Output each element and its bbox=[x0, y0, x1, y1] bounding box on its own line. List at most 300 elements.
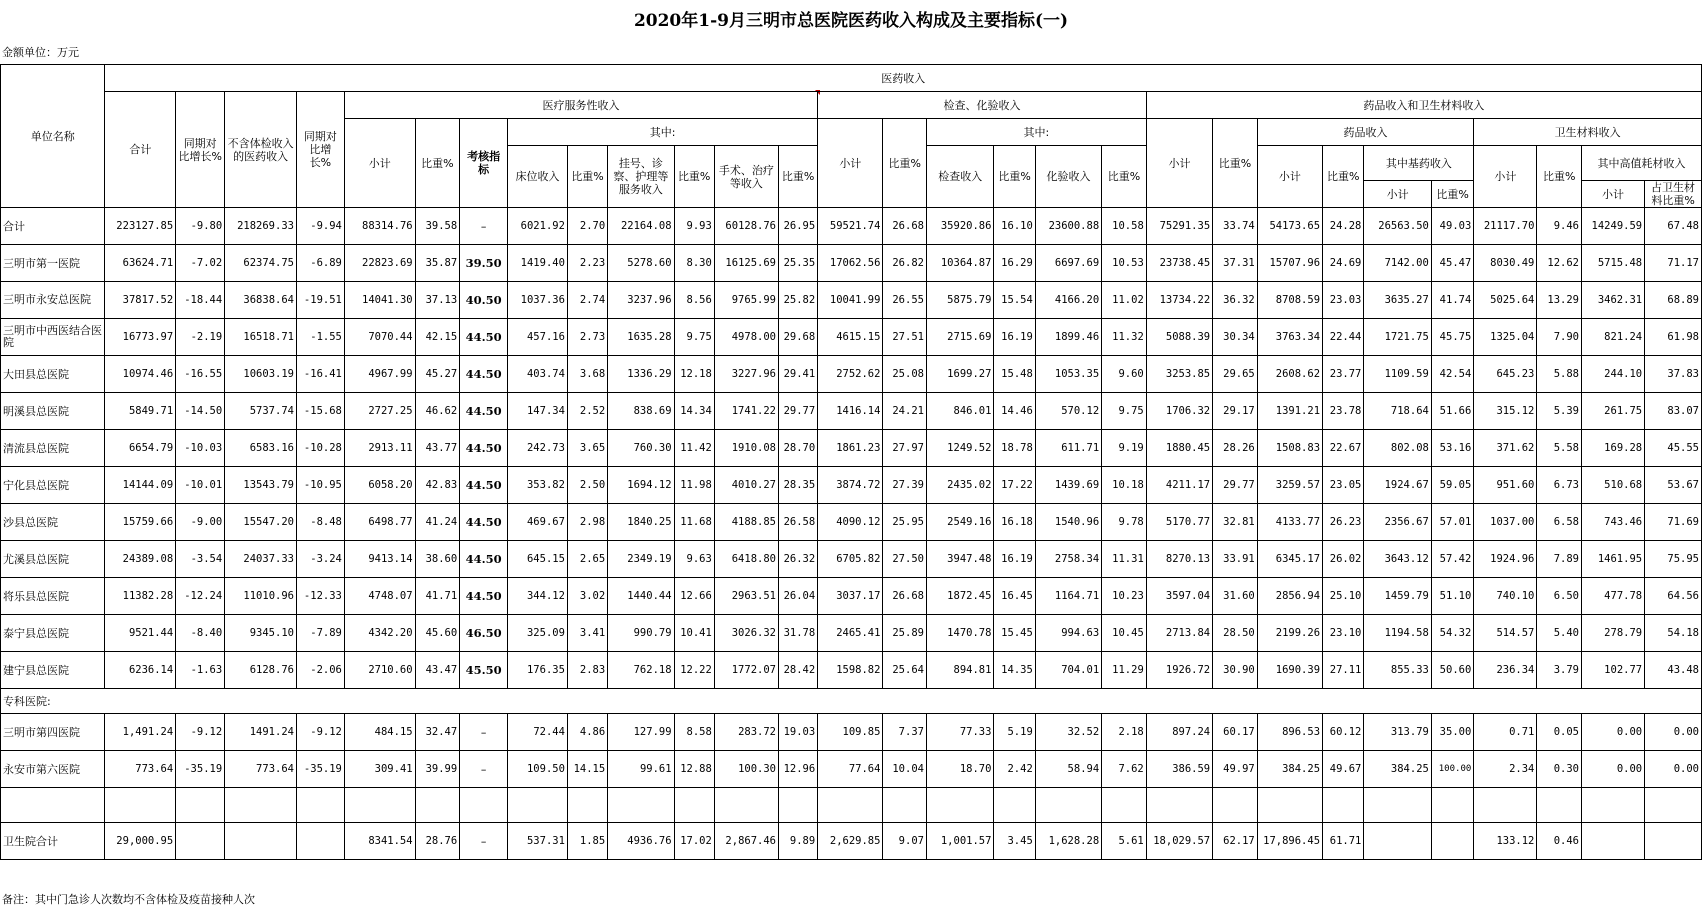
table-cell: 2727.25 bbox=[344, 393, 415, 430]
table-cell: 49.97 bbox=[1213, 751, 1258, 788]
header-service-ratio: 比重% bbox=[415, 119, 460, 208]
table-cell: 18.78 bbox=[994, 430, 1035, 467]
table-cell: 760.30 bbox=[608, 430, 674, 467]
table-cell: 45.75 bbox=[1431, 319, 1473, 356]
table-cell: 5737.74 bbox=[225, 393, 297, 430]
table-cell: 15547.20 bbox=[225, 504, 297, 541]
header-registration-ratio: 比重% bbox=[674, 146, 714, 208]
table-cell: 384.25 bbox=[1257, 751, 1322, 788]
table-cell: 4978.00 bbox=[714, 319, 778, 356]
table-cell: 4.86 bbox=[567, 714, 607, 751]
table-cell: 2435.02 bbox=[926, 467, 993, 504]
table-cell: 23.78 bbox=[1323, 393, 1364, 430]
table-cell: 1690.39 bbox=[1257, 652, 1322, 689]
table-cell: -2.06 bbox=[296, 652, 344, 689]
report-title: 2020年1-9月三明市总医院医药收入构成及主要指标(一) bbox=[633, 11, 1069, 31]
header-service-subtotal: 小计 bbox=[344, 119, 415, 208]
table-cell: 16.19 bbox=[994, 541, 1035, 578]
row-unit-name: 永安市第六医院 bbox=[1, 751, 105, 788]
table-cell bbox=[176, 823, 225, 860]
table-cell: -18.44 bbox=[176, 282, 225, 319]
table-row bbox=[1, 823, 1702, 860]
table-cell: 6498.77 bbox=[344, 504, 415, 541]
table-cell: 0.00 bbox=[1645, 751, 1702, 788]
table-cell: 26.04 bbox=[779, 578, 818, 615]
table-cell: 50.60 bbox=[1431, 652, 1473, 689]
table-cell: -10.95 bbox=[296, 467, 344, 504]
table-cell: 3.79 bbox=[1537, 652, 1582, 689]
table-cell: 1840.25 bbox=[608, 504, 674, 541]
table-cell: 1,628.28 bbox=[1035, 823, 1101, 860]
table-cell: 3763.34 bbox=[1257, 319, 1322, 356]
table-cell: 8030.49 bbox=[1474, 245, 1537, 282]
table-cell: 16.29 bbox=[994, 245, 1035, 282]
table-cell: 26.68 bbox=[883, 208, 927, 245]
table-cell: 22823.69 bbox=[344, 245, 415, 282]
table-cell: 570.12 bbox=[1035, 393, 1101, 430]
table-cell: 36838.64 bbox=[225, 282, 297, 319]
table-cell: 14041.30 bbox=[344, 282, 415, 319]
table-cell: 14.34 bbox=[674, 393, 714, 430]
header-drug-material: 药品收入和卫生材料收入 bbox=[1146, 92, 1701, 119]
table-cell: 5.19 bbox=[994, 714, 1035, 751]
table-cell: 4342.20 bbox=[344, 615, 415, 652]
table-cell: 9.93 bbox=[674, 208, 714, 245]
table-cell: 25.82 bbox=[779, 282, 818, 319]
table-cell: 1,491.24 bbox=[105, 714, 176, 751]
table-cell: 10603.19 bbox=[225, 356, 297, 393]
header-excl-exam: 不含体检收入的医药收入 bbox=[225, 92, 297, 208]
table-cell: 39.58 bbox=[415, 208, 460, 245]
table-cell: 3874.72 bbox=[818, 467, 883, 504]
table-cell: 43.77 bbox=[415, 430, 460, 467]
table-cell: 17062.56 bbox=[818, 245, 883, 282]
table-row bbox=[1, 282, 1702, 319]
table-cell: 32.47 bbox=[415, 714, 460, 751]
empty-cell bbox=[1, 788, 105, 823]
table-cell: 6654.79 bbox=[105, 430, 176, 467]
table-cell: 63624.71 bbox=[105, 245, 176, 282]
table-cell: 27.97 bbox=[883, 430, 927, 467]
table-cell: 22.67 bbox=[1323, 430, 1364, 467]
table-cell bbox=[225, 823, 297, 860]
table-cell: 5715.48 bbox=[1582, 245, 1645, 282]
table-cell: 3.41 bbox=[567, 615, 607, 652]
table-cell: 2.52 bbox=[567, 393, 607, 430]
table-cell: 32.81 bbox=[1213, 504, 1258, 541]
row-unit-name: 尤溪县总医院 bbox=[1, 541, 105, 578]
table-cell: 13734.22 bbox=[1146, 282, 1212, 319]
table-cell: 2.73 bbox=[567, 319, 607, 356]
header-bed-ratio: 比重% bbox=[567, 146, 607, 208]
table-cell: 2913.11 bbox=[344, 430, 415, 467]
table-cell: 71.17 bbox=[1645, 245, 1702, 282]
table-cell: 821.24 bbox=[1582, 319, 1645, 356]
table-cell: 29.77 bbox=[1213, 467, 1258, 504]
empty-cell bbox=[818, 788, 883, 823]
table-cell: 611.71 bbox=[1035, 430, 1101, 467]
table-cell: 62374.75 bbox=[225, 245, 297, 282]
table-cell: 100.30 bbox=[714, 751, 778, 788]
table-cell: 43.48 bbox=[1645, 652, 1702, 689]
table-cell: -9.12 bbox=[296, 714, 344, 751]
table-cell: 5849.71 bbox=[105, 393, 176, 430]
table-cell: 1037.00 bbox=[1474, 504, 1537, 541]
table-cell: 35.00 bbox=[1431, 714, 1473, 751]
table-cell: 28.76 bbox=[415, 823, 460, 860]
table-cell: 11.68 bbox=[674, 504, 714, 541]
table-cell: 1336.29 bbox=[608, 356, 674, 393]
table-cell: 1924.96 bbox=[1474, 541, 1537, 578]
table-cell: 7.62 bbox=[1102, 751, 1147, 788]
table-cell: 51.10 bbox=[1431, 578, 1473, 615]
table-cell: 838.69 bbox=[608, 393, 674, 430]
table-cell: 3.68 bbox=[567, 356, 607, 393]
empty-cell bbox=[883, 788, 927, 823]
table-cell: 14249.59 bbox=[1582, 208, 1645, 245]
table-row bbox=[1, 751, 1702, 788]
table-cell: -8.40 bbox=[176, 615, 225, 652]
table-cell: 53.67 bbox=[1645, 467, 1702, 504]
header-basic-drug-subtotal: 小计 bbox=[1364, 181, 1431, 208]
table-cell: -9.80 bbox=[176, 208, 225, 245]
empty-cell bbox=[779, 788, 818, 823]
table-cell: 10041.99 bbox=[818, 282, 883, 319]
table-cell: 32.52 bbox=[1035, 714, 1101, 751]
table-cell: 457.16 bbox=[508, 319, 568, 356]
table-cell: 278.79 bbox=[1582, 615, 1645, 652]
row-unit-name: 大田县总医院 bbox=[1, 356, 105, 393]
header-exam-subtotal: 小计 bbox=[818, 119, 883, 208]
table-cell: -14.50 bbox=[176, 393, 225, 430]
table-cell: 25.10 bbox=[1323, 578, 1364, 615]
table-cell: 109.50 bbox=[508, 751, 568, 788]
table-cell: 11.29 bbox=[1102, 652, 1147, 689]
table-cell: 8341.54 bbox=[344, 823, 415, 860]
table-cell: 9345.10 bbox=[225, 615, 297, 652]
table-cell: – bbox=[460, 208, 508, 245]
table-cell: 2.74 bbox=[567, 282, 607, 319]
table-cell: 773.64 bbox=[105, 751, 176, 788]
empty-cell bbox=[714, 788, 778, 823]
table-cell: 28.26 bbox=[1213, 430, 1258, 467]
table-cell: 5.58 bbox=[1537, 430, 1582, 467]
table-cell: 12.88 bbox=[674, 751, 714, 788]
table-cell: 61.98 bbox=[1645, 319, 1702, 356]
table-cell: 26.23 bbox=[1323, 504, 1364, 541]
table-row bbox=[1, 652, 1702, 689]
table-cell: -10.28 bbox=[296, 430, 344, 467]
table-cell: 9521.44 bbox=[105, 615, 176, 652]
row-unit-name: 合计 bbox=[1, 208, 105, 245]
header-material-income: 卫生材料收入 bbox=[1474, 119, 1702, 146]
table-cell: 2856.94 bbox=[1257, 578, 1322, 615]
table-cell: 1924.67 bbox=[1364, 467, 1431, 504]
table-cell: 315.12 bbox=[1474, 393, 1537, 430]
table-cell: 3597.04 bbox=[1146, 578, 1212, 615]
table-cell: 2.23 bbox=[567, 245, 607, 282]
table-cell: 309.41 bbox=[344, 751, 415, 788]
header-basic-drug-ratio: 比重% bbox=[1431, 181, 1473, 208]
table-cell: 22.44 bbox=[1323, 319, 1364, 356]
table-cell: 29.77 bbox=[779, 393, 818, 430]
table-cell: 2,629.85 bbox=[818, 823, 883, 860]
table-cell: 3.45 bbox=[994, 823, 1035, 860]
table-cell: 38.60 bbox=[415, 541, 460, 578]
table-cell: 23600.88 bbox=[1035, 208, 1101, 245]
table-cell: 10.58 bbox=[1102, 208, 1147, 245]
table-cell: 6.73 bbox=[1537, 467, 1582, 504]
table-cell: 12.66 bbox=[674, 578, 714, 615]
table-cell: -9.00 bbox=[176, 504, 225, 541]
table-cell: -1.55 bbox=[296, 319, 344, 356]
table-cell: 2356.67 bbox=[1364, 504, 1431, 541]
empty-cell bbox=[508, 788, 568, 823]
table-cell: 176.35 bbox=[508, 652, 568, 689]
table-cell: 49.03 bbox=[1431, 208, 1473, 245]
empty-cell bbox=[1645, 788, 1702, 823]
table-cell: 25.35 bbox=[779, 245, 818, 282]
table-cell bbox=[1431, 823, 1473, 860]
table-cell: 1439.69 bbox=[1035, 467, 1101, 504]
table-cell: 57.42 bbox=[1431, 541, 1473, 578]
table-cell: 1391.21 bbox=[1257, 393, 1322, 430]
table-cell: 41.74 bbox=[1431, 282, 1473, 319]
table-cell: -35.19 bbox=[296, 751, 344, 788]
table-cell: 29.41 bbox=[779, 356, 818, 393]
table-cell: 2.18 bbox=[1102, 714, 1147, 751]
table-cell bbox=[296, 823, 344, 860]
table-cell: 21117.70 bbox=[1474, 208, 1537, 245]
table-cell bbox=[1582, 823, 1645, 860]
table-cell: 371.62 bbox=[1474, 430, 1537, 467]
table-cell: 244.10 bbox=[1582, 356, 1645, 393]
header-drug-income: 药品收入 bbox=[1257, 119, 1474, 146]
table-cell: 16.45 bbox=[994, 578, 1035, 615]
table-cell: 740.10 bbox=[1474, 578, 1537, 615]
table-cell: 9.75 bbox=[674, 319, 714, 356]
empty-cell bbox=[1582, 788, 1645, 823]
table-cell: 4166.20 bbox=[1035, 282, 1101, 319]
empty-cell bbox=[1323, 788, 1364, 823]
table-cell: 42.15 bbox=[415, 319, 460, 356]
table-cell: 10.04 bbox=[883, 751, 927, 788]
table-cell: 41.71 bbox=[415, 578, 460, 615]
table-cell: 743.46 bbox=[1582, 504, 1645, 541]
table-cell: 9.78 bbox=[1102, 504, 1147, 541]
table-cell: 5170.77 bbox=[1146, 504, 1212, 541]
table-cell: 8.30 bbox=[674, 245, 714, 282]
table-cell: 1109.59 bbox=[1364, 356, 1431, 393]
table-cell: 11.42 bbox=[674, 430, 714, 467]
table-cell: -2.19 bbox=[176, 319, 225, 356]
table-cell: 2349.19 bbox=[608, 541, 674, 578]
table-cell: 54.18 bbox=[1645, 615, 1702, 652]
table-cell: 11.31 bbox=[1102, 541, 1147, 578]
table-cell: 60.12 bbox=[1323, 714, 1364, 751]
table-cell: 3026.32 bbox=[714, 615, 778, 652]
table-cell: 109.85 bbox=[818, 714, 883, 751]
table-cell: 5025.64 bbox=[1474, 282, 1537, 319]
table-cell: 5.39 bbox=[1537, 393, 1582, 430]
table-cell: 8708.59 bbox=[1257, 282, 1322, 319]
table-cell: 10.45 bbox=[1102, 615, 1147, 652]
unit-label: 金额单位：万元 bbox=[2, 46, 79, 59]
table-cell bbox=[1645, 823, 1702, 860]
table-cell: 9.60 bbox=[1102, 356, 1147, 393]
table-cell: 29.17 bbox=[1213, 393, 1258, 430]
table-cell: 2715.69 bbox=[926, 319, 993, 356]
row-unit-name: 宁化县总医院 bbox=[1, 467, 105, 504]
table-cell: 11010.96 bbox=[225, 578, 297, 615]
table-cell: 51.66 bbox=[1431, 393, 1473, 430]
table-row bbox=[1, 714, 1702, 751]
table-cell: 60.17 bbox=[1213, 714, 1258, 751]
table-cell: 1194.58 bbox=[1364, 615, 1431, 652]
table-cell: 2752.62 bbox=[818, 356, 883, 393]
table-cell: 5278.60 bbox=[608, 245, 674, 282]
table-cell: 45.27 bbox=[415, 356, 460, 393]
table-cell: 3227.96 bbox=[714, 356, 778, 393]
header-high-value-subtotal: 小计 bbox=[1582, 181, 1645, 208]
table-cell: – bbox=[460, 714, 508, 751]
table-cell: 24389.08 bbox=[105, 541, 176, 578]
table-cell: 39.99 bbox=[415, 751, 460, 788]
table-cell: 1164.71 bbox=[1035, 578, 1101, 615]
table-cell: 2465.41 bbox=[818, 615, 883, 652]
table-cell: 45.50 bbox=[460, 652, 508, 689]
table-cell: 14.35 bbox=[994, 652, 1035, 689]
table-cell: 44.50 bbox=[460, 467, 508, 504]
table-cell: 6583.16 bbox=[225, 430, 297, 467]
table-cell: 10.53 bbox=[1102, 245, 1147, 282]
table-cell: 17.02 bbox=[674, 823, 714, 860]
table-cell: 10.23 bbox=[1102, 578, 1147, 615]
table-cell: 99.61 bbox=[608, 751, 674, 788]
table-cell: 10364.87 bbox=[926, 245, 993, 282]
table-cell: 2758.34 bbox=[1035, 541, 1101, 578]
table-row bbox=[1, 208, 1702, 245]
table-cell: 1419.40 bbox=[508, 245, 568, 282]
table-cell: 44.50 bbox=[460, 504, 508, 541]
header-dm-subtotal: 小计 bbox=[1146, 119, 1212, 208]
table-cell: 9765.99 bbox=[714, 282, 778, 319]
table-cell: 7.90 bbox=[1537, 319, 1582, 356]
table-cell: 990.79 bbox=[608, 615, 674, 652]
table-cell: 7.37 bbox=[883, 714, 927, 751]
table-cell: 18.70 bbox=[926, 751, 993, 788]
table-cell: 24.69 bbox=[1323, 245, 1364, 282]
table-cell: 27.50 bbox=[883, 541, 927, 578]
table-cell: -12.33 bbox=[296, 578, 344, 615]
table-cell: 1861.23 bbox=[818, 430, 883, 467]
table-cell: -12.24 bbox=[176, 578, 225, 615]
table-cell: 26.82 bbox=[883, 245, 927, 282]
header-service: 医疗服务性收入 bbox=[344, 92, 817, 119]
table-cell: 4615.15 bbox=[818, 319, 883, 356]
table-cell: 17.22 bbox=[994, 467, 1035, 504]
table-cell: 39.50 bbox=[460, 245, 508, 282]
header-surgery: 手术、治疗等收入 bbox=[714, 146, 778, 208]
row-unit-name: 将乐县总医院 bbox=[1, 578, 105, 615]
table-cell: 6345.17 bbox=[1257, 541, 1322, 578]
row-unit-name: 建宁县总医院 bbox=[1, 652, 105, 689]
table-cell: 1461.95 bbox=[1582, 541, 1645, 578]
table-cell: 88314.76 bbox=[344, 208, 415, 245]
header-drug-ratio: 比重% bbox=[1323, 146, 1364, 208]
table-cell: 6058.20 bbox=[344, 467, 415, 504]
table-cell: 1741.22 bbox=[714, 393, 778, 430]
header-dm-ratio: 比重% bbox=[1213, 119, 1258, 208]
header-exam-of-which: 其中: bbox=[926, 119, 1146, 146]
table-cell: 36.32 bbox=[1213, 282, 1258, 319]
empty-cell bbox=[567, 788, 607, 823]
table-cell: 0.05 bbox=[1537, 714, 1582, 751]
table-cell: 9.19 bbox=[1102, 430, 1147, 467]
row-unit-name: 泰宁县总医院 bbox=[1, 615, 105, 652]
table-cell: 72.44 bbox=[508, 714, 568, 751]
table-cell: 6.58 bbox=[1537, 504, 1582, 541]
table-cell: 1699.27 bbox=[926, 356, 993, 393]
table-cell: 3259.57 bbox=[1257, 467, 1322, 504]
table-row bbox=[1, 541, 1702, 578]
empty-cell bbox=[1257, 788, 1322, 823]
table-cell: 13543.79 bbox=[225, 467, 297, 504]
table-cell: -10.03 bbox=[176, 430, 225, 467]
table-cell: 484.15 bbox=[344, 714, 415, 751]
table-cell: 18,029.57 bbox=[1146, 823, 1212, 860]
table-cell: 59.05 bbox=[1431, 467, 1473, 504]
empty-cell bbox=[674, 788, 714, 823]
table-cell: 13.29 bbox=[1537, 282, 1582, 319]
row-unit-name: 明溪县总医院 bbox=[1, 393, 105, 430]
table-cell: 40.50 bbox=[460, 282, 508, 319]
table-cell: 3462.31 bbox=[1582, 282, 1645, 319]
table-cell: 2608.62 bbox=[1257, 356, 1322, 393]
table-cell: 12.96 bbox=[779, 751, 818, 788]
table-cell: 71.69 bbox=[1645, 504, 1702, 541]
table-cell bbox=[1364, 823, 1431, 860]
table-cell: 1491.24 bbox=[225, 714, 297, 751]
table-cell: 242.73 bbox=[508, 430, 568, 467]
header-yoy2: 同期对比增长% bbox=[296, 92, 344, 208]
table-cell: 25.89 bbox=[883, 615, 927, 652]
table-cell: 24.21 bbox=[883, 393, 927, 430]
empty-cell bbox=[415, 788, 460, 823]
table-cell: 9.07 bbox=[883, 823, 927, 860]
table-cell: 897.24 bbox=[1146, 714, 1212, 751]
table-cell: 0.00 bbox=[1645, 714, 1702, 751]
table-cell: 2.34 bbox=[1474, 751, 1537, 788]
table-cell: 2713.84 bbox=[1146, 615, 1212, 652]
table-cell: 5875.79 bbox=[926, 282, 993, 319]
table-cell: 28.42 bbox=[779, 652, 818, 689]
table-cell: 2.83 bbox=[567, 652, 607, 689]
table-cell: 27.51 bbox=[883, 319, 927, 356]
table-cell: 15759.66 bbox=[105, 504, 176, 541]
table-cell: 718.64 bbox=[1364, 393, 1431, 430]
table-cell: 4936.76 bbox=[608, 823, 674, 860]
table-cell: 27.39 bbox=[883, 467, 927, 504]
table-cell: 11.32 bbox=[1102, 319, 1147, 356]
table-cell: 9.89 bbox=[779, 823, 818, 860]
table-cell: 12.62 bbox=[1537, 245, 1582, 282]
empty-cell bbox=[296, 788, 344, 823]
header-exam-income-ratio: 比重% bbox=[994, 146, 1035, 208]
table-row bbox=[1, 430, 1702, 467]
table-cell: -6.89 bbox=[296, 245, 344, 282]
empty-cell bbox=[1474, 788, 1537, 823]
